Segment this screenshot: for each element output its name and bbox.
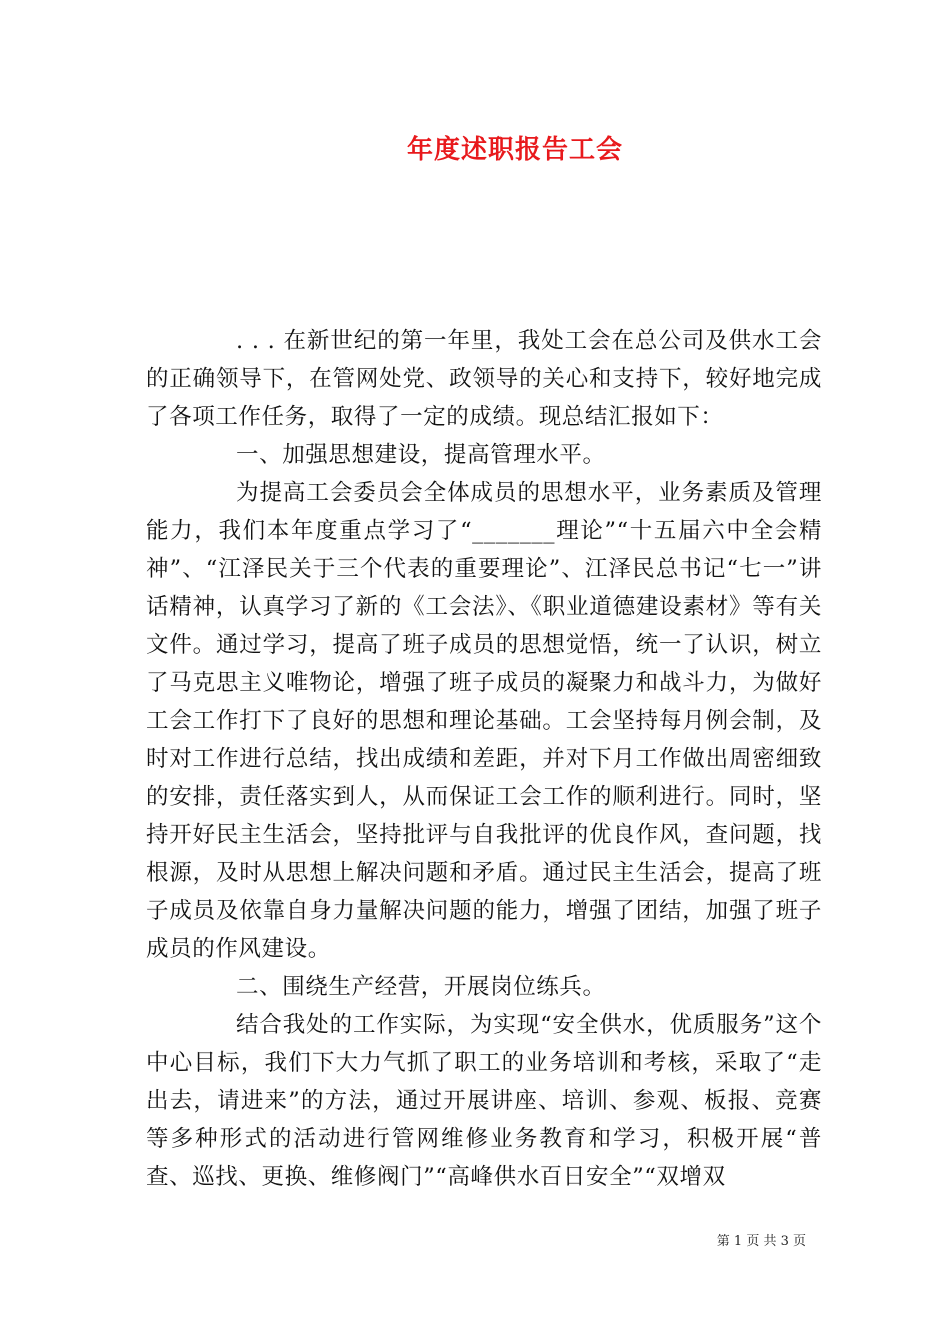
section-1-paragraph: 为提高工会委员会全体成员的思想水平，业务素质及管理能力，我们本年度重点学习了“_______理论”“十五届六中全会精神”、“江泽民关于三个代表的重要理论”、江泽民总书记“七一”讲话精神，认真学习了新的《工会法》、《职业道德建设素材》等有关文件。通过学习，提高了班子成员的思想觉悟，统一了认识，树立了马克思主义唯物论，增强了班子成员的凝聚力和战斗力，为做好工会工作打下了良好的思想和理论基础。工会坚持每月例会制，及时对工作进行总结，找出成绩和差距，并对下月工作做出周密细致的安排，责任落实到人，从而保证工会工作的顺利进行。同时，坚持开好民主生活会，坚持批评与自我批评的优良作风，查问题，找根源，及时从思想上解决问题和矛盾。通过民主生活会，提高了班子成员及依靠自身力量解决问题的能力，增强了团结，加强了班子成员的作风建设。	[146, 480, 822, 962]
section-heading-2: 二、围绕生产经营，开展岗位练兵。	[236, 974, 606, 1000]
section-heading-1: 一、加强思想建设，提高管理水平。	[236, 442, 606, 468]
page-number-footer: 第 1 页 共 3 页	[716, 1234, 806, 1249]
document-title: 年度述职报告工会	[406, 135, 623, 165]
section-2-paragraph: 结合我处的工作实际，为实现“安全供水，优质服务”这个中心目标，我们下大力气抓了职工的业务培训和考核，采取了“走出去，请进来”的方法，通过开展讲座、培训、参观、板报、竞赛等多种形式的活动进行管网维修业务教育和学习，积极开展“普查、巡找、更换、维修阀门”“高峰供水百日安全”“双增双	[146, 1012, 822, 1190]
intro-paragraph: . . . 在新世纪的第一年里，我处工会在总公司及供水工会的正确领导下，在管网处党、政领导的关心和支持下，较好地完成了各项工作任务，取得了一定的成绩。现总结汇报如下：	[146, 328, 822, 430]
document-body	[146, 322, 822, 1196]
